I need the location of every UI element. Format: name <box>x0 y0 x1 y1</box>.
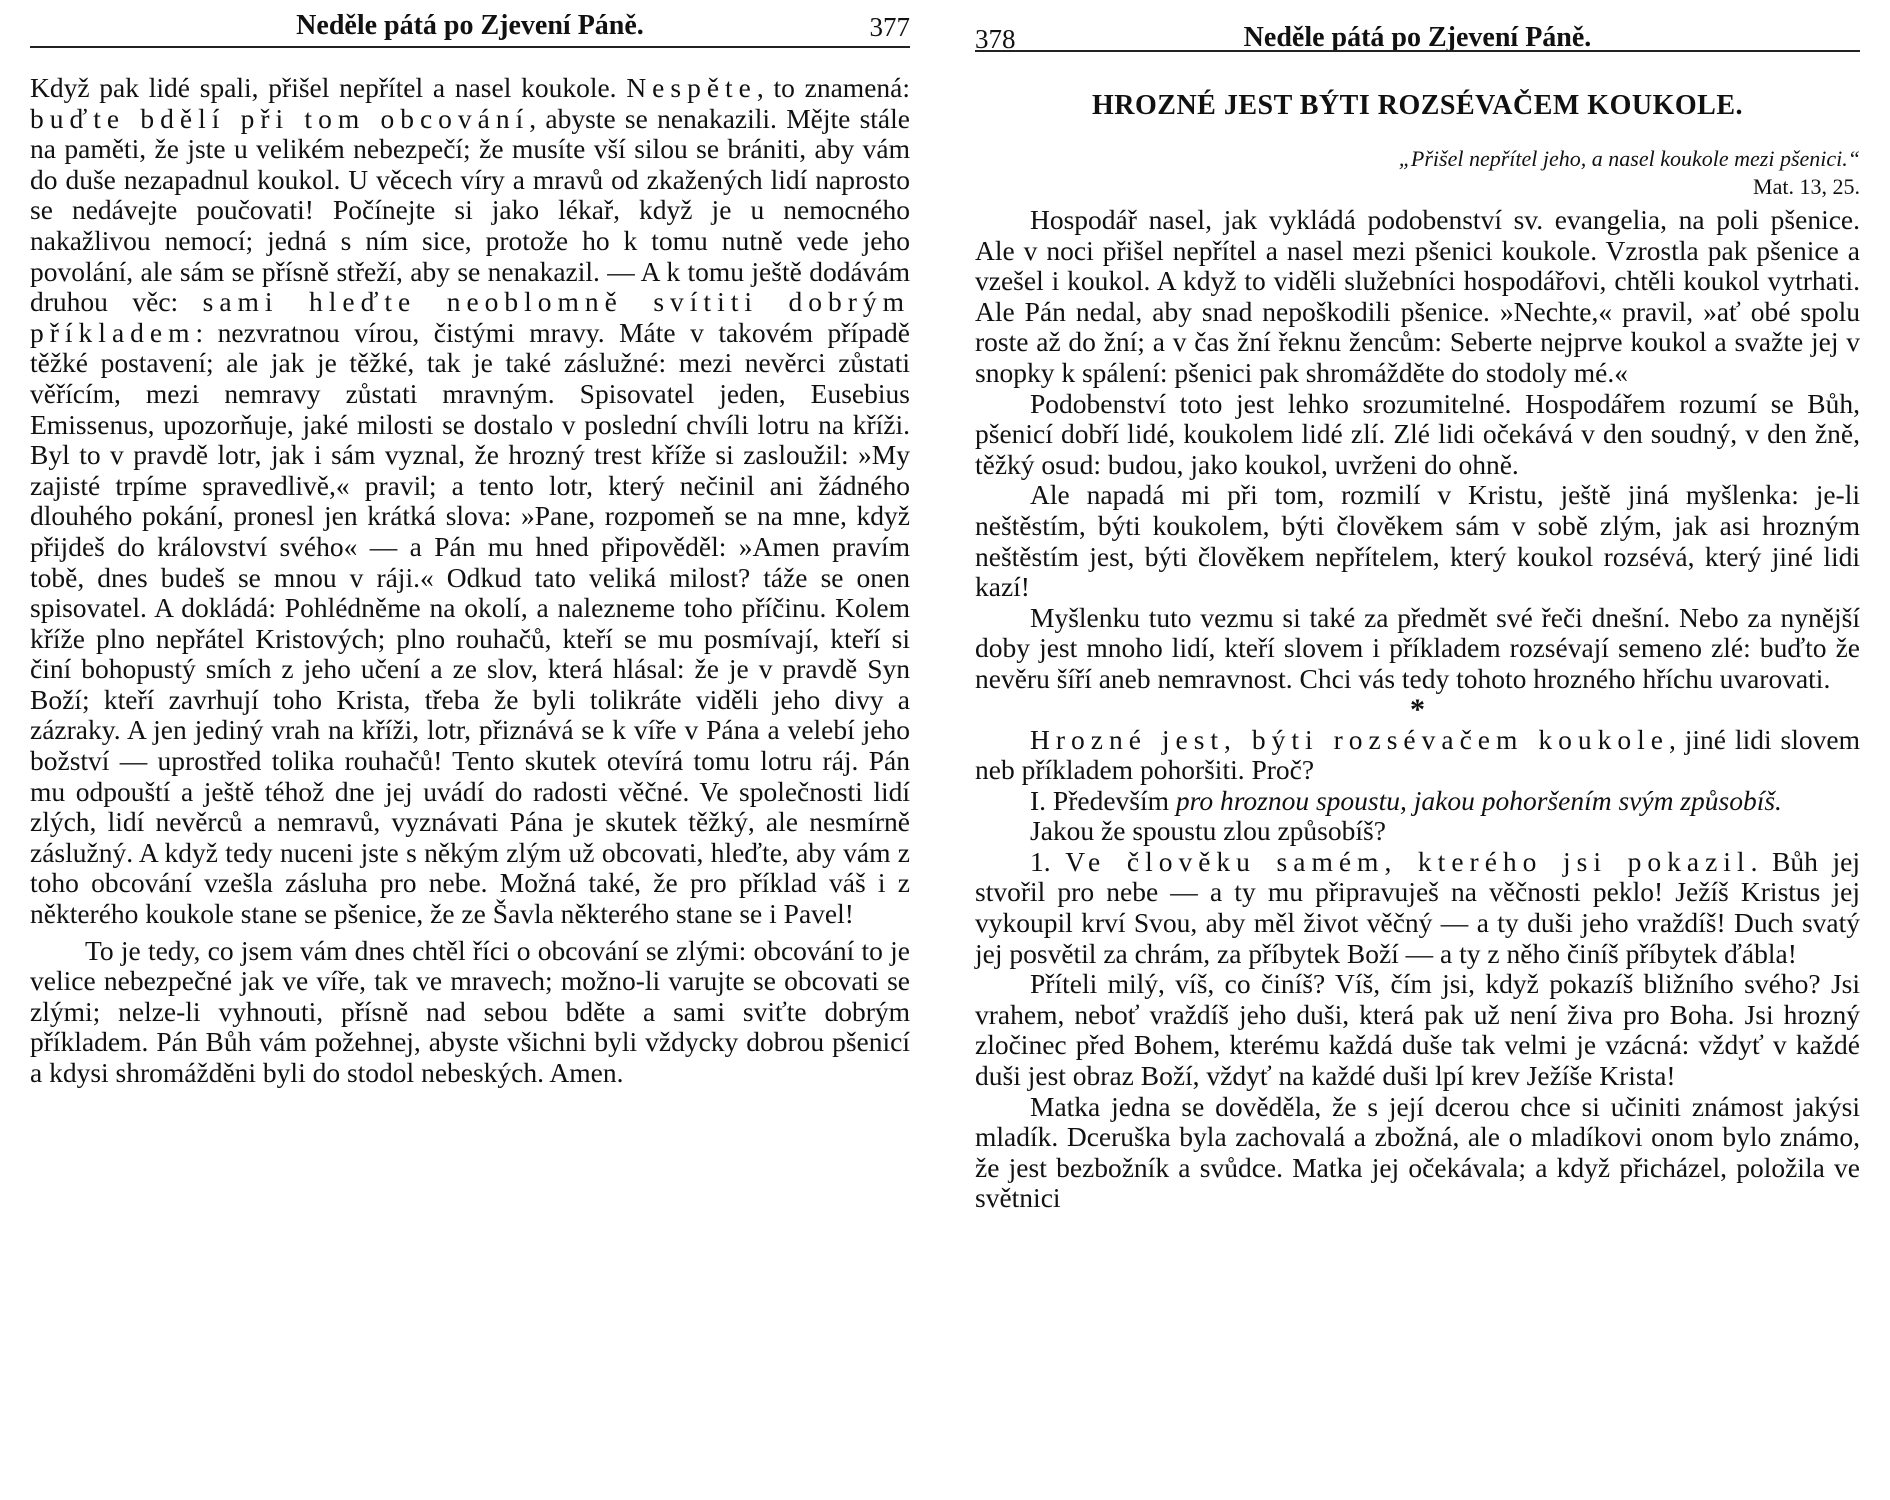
left-running-head-title: Neděle pátá po Zjevení Páně. <box>296 10 644 41</box>
right-page <box>975 0 1860 1500</box>
spaced-emphasis: Ve člověku samém, kterého jsi pokazil <box>1065 845 1751 877</box>
spaced-emphasis: Hrozné jest, býti rozsévačem koukole <box>1030 723 1669 755</box>
left-page <box>30 0 910 1500</box>
right-paragraph-2: Podobenství toto jest lehko srozumitelné. Hospodářem rozumí se Bůh, pšenicí dobří lidé, koukolem lidé zlí. Zlé lidi očekává v den soudný, v den žně, těžký osud: budou, jako koukol, uvrženi do ohně. <box>975 387 1860 480</box>
right-paragraph-1: Hospodář nasel, jak vykládá podobenství sv. evangelia, na poli pšenice. Ale v noci přišel nepřítel a nasel mezi pšenici koukole. Vzrostla pak pšenice a vzešel i koukol. A když to viděli služebníci hospodářovi, chtěli koukol vytrhati. Ale Pán nedal, aby snad nepoškodili pšenice. »Nechte,« pravil, »ať obé spolu roste až do žní; a v čas žní řeknu žencům: Seberte nejprve koukol a svažte jej v snopky k spálení: pšenici pak shromážděte do stodoly mé.« <box>975 204 1860 388</box>
right-body-text <box>975 205 1860 1214</box>
right-paragraph-9: Příteli milý, víš, co činíš? Víš, čím jsi, když pokazíš bližního svého? Jsi vrahem, neboť vraždíš jeho duši, která pak už není živa pro Boha. Jsi hrozný zločinec před Bohem, kterému každá duše tak velmi je vzácná: vždyť v každé duši jest obraz Boží, vždyť na každé duši lpí krev Ježíše Krista! <box>975 968 1860 1092</box>
text-run: , jiné lidi slovem neb příkladem pohoršiti. Proč? <box>975 723 1860 786</box>
text-run: 1. <box>1030 845 1066 877</box>
right-running-head <box>975 10 1860 54</box>
right-paragraph-8 <box>975 847 1860 969</box>
section-divider-star: * <box>1410 692 1425 726</box>
right-paragraph-4: Myšlenku tuto vezmu si také za předmět své řeči dnešní. Nebo za nynější doby jest mnoho lidí, kteří slovem i příkladem rozsévají semeno zlé: buďto že nevěru šíří aneb nemravnost. Chci vás tedy tohoto hrozného hříchu uvarovati. <box>975 601 1860 694</box>
left-paragraph-2: To je tedy, co jsem vám dnes chtěl říci o obcování se zlými: obcování to je velice nebezpečné jak ve víře, tak ve mravech; možno-li varujte se obcovati se zlými; nelze-li vyhnouti, přísně nad sebou bděte a sami sviťte dobrým příkladem. Pán Bůh vám požehnej, abyste všichni byli vždycky dobrou pšenicí a kdysi shromážděni byli do stodol nebeských. Amen. <box>30 934 910 1088</box>
epigraph-quote: „Přišel nepřítel jeho, a nasel koukole mezi pšenici.“ <box>1398 146 1860 171</box>
sermon-heading: HROZNÉ JEST BÝTI ROZSÉVAČEM KOUKOLE. <box>1091 90 1743 121</box>
text-run: . Bůh jej stvořil pro nebe — a ty mu připravuješ na věčnosti peklo! Ježíš Kristus jej vykoupil krví Svou, aby měl život věčný — a ty duši jeho vraždíš! Duch svatý jej posvětil za chrám, za příbytek Boží — a ty z něho činíš příbytek ďábla! <box>975 845 1860 969</box>
text-run: , to znamená: <box>756 72 911 103</box>
spaced-emphasis: buďte bdělí při tom obcování <box>30 102 530 134</box>
left-page-number: 377 <box>869 12 910 42</box>
italic-emphasis: pro hroznou spoustu, jakou pohoršením svým způsobíš. <box>1175 784 1782 816</box>
right-paragraph-3: Ale napadá mi při tom, rozmilí v Kristu, ještě jiná myšlenka: je-li neštěstím, býti koukolem, býti člověkem sám v sobě zlým, jak asi hrozným neštěstím jest, býti člověkem nepřítelem, který koukol rozsévá, který jiné lidi kazí! <box>975 479 1860 603</box>
left-body-text <box>30 73 910 1089</box>
epigraph-source: Mat. 13, 25. <box>1753 174 1860 199</box>
text-run: , abyste se nenakazili. Mějte stále na paměti, že jste u velikém nebezpečí; že musíte vší silou se brániti, aby vám do duše nezapadnul koukol. U věcech víry a mravů od zkažených lidí naprosto se nedávejte poučovati! Počínejte si jako lékař, když je u nemocného nakažlivou nemocí; jedná s ním sice, protože ho k tomu nutně vede jeho povolání, ale sám se přísně střeží, aby se nenakazil. — A k tomu ještě dodávám druhou věc: <box>30 102 910 318</box>
right-paragraph-7: Jakou že spoustu zlou způsobíš? <box>1030 815 1386 847</box>
text-run: I. Především <box>1030 784 1176 816</box>
left-header-rule <box>30 46 910 48</box>
right-running-head-title: Neděle pátá po Zjevení Páně. <box>1243 22 1592 53</box>
text-run: : nezvratnou vírou, čistými mravy. Máte v takovém případě těžké postavení; ale jak je těžké, tak je také záslužné: mezi nevěrci zůstati věřícím, mezi nemravy zůstati mravným. Spisovatel jeden, Eusebius Emissenus, upozorňuje, jaké milosti se dostalo v poslední chvíli lotru na kříži. Byl to v pravdě lotr, jak i sám vyznal, že hrozný trest kříže si zasloužil: »My zajisté trpíme spravedlivě,« pravil; a tento lotr, který nečinil ani žádného dlouhého pokání, pronesl jen krátká slova: »Pane, rozpomeň se na mne, když přijdeš do království svého« — a Pán mu hned připověděl: »Amen pravím tobě, dnes budeš se mnou v ráji.« Odkud tato veliká milost? táže se onen spisovatel. A dokládá: Pohlédněme na okolí, a nalezneme toho příčinu. Kolem kříže plno nepřátel Kristových; plno rouhačů, kteří se mu posmívají, kteří si činí bohopustý smích z jeho učení a ze slov, která hlásal: že je v pravdě Syn Boží; kteří zavrhují toho Krista, třeba že byli tolikráte viděli jeho divy a zázraky. A jen jediný vrah na kříži, lotr, přiznává se k víře v Pána a velebí jeho božství — uprostřed tolika rouhačů! Tento skutek otevírá tomu lotru ráj. Pán mu odpouští a ještě téhož dne jej uvádí do radosti věčné. Ve společnosti lidí zlých, lidí nevěrců a nemravů, vyznávati Pána je skutek těžký, ale nesmírně záslužný. A když tedy nuceni jste s někým zlým už obcovati, hleďte, aby vám z toho obcování vzešla zásluha pro nebe. Možná také, že pro příklad váš i z některého koukole stane se pšenice, že ze Šavla některého stane se i Pavel! <box>30 316 910 930</box>
right-page-number: 378 <box>975 24 1016 54</box>
right-paragraph-10: Matka jedna se dověděla, že s její dcerou chce si učiniti známost jakýsi mladík. Dceruška byla zachovalá a zbožná, ale o mladíkovi onom bylo známo, že jest bezbožník a svůdce. Matka jej očekávala; a když přicházel, položila ve světnici <box>975 1090 1860 1214</box>
right-header-rule <box>975 50 1860 52</box>
epigraph <box>1399 145 1860 201</box>
left-running-head <box>30 10 910 44</box>
right-paragraph-5 <box>975 725 1860 786</box>
text-run: Když pak lidé spali, přišel nepřítel a nasel koukole. <box>30 72 627 103</box>
spaced-emphasis: sami hleďte neoblomně svítiti dobrým příkladem <box>30 286 910 348</box>
spaced-emphasis: Nespěte <box>626 72 757 103</box>
left-paragraph-1 <box>30 73 910 930</box>
right-paragraph-6 <box>975 786 1860 817</box>
